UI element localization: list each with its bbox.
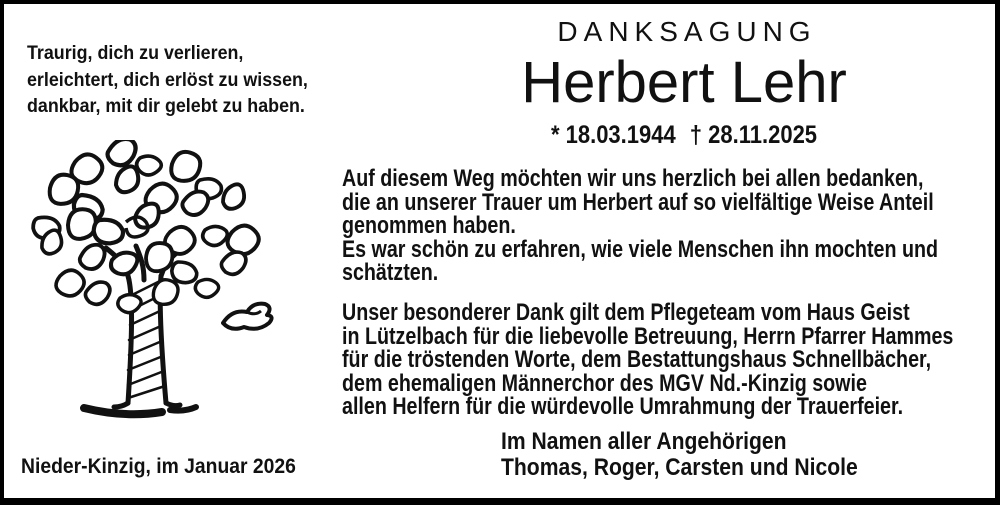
thanks-paragraph-1 (342, 167, 1000, 285)
life-dates (406, 123, 962, 148)
closing-signature (501, 429, 858, 481)
ground-line (84, 407, 196, 414)
thanks-paragraph-2 (342, 301, 1000, 419)
thanks-line: genommen haben. (342, 212, 516, 239)
on-behalf-line: Im Namen aller Angehörigen (501, 428, 787, 455)
tree-crown (29, 140, 261, 316)
epigraph-line: dankbar, mit dir gelebt zu haben. (27, 96, 305, 117)
thanks-line: dem ehemaligen Männerchor des MGV Nd.-Kinzig sowie (342, 369, 867, 397)
epigraph-line: erleichtert, dich erlöst zu wissen, (27, 69, 308, 91)
thanks-line: für die tröstenden Worte, dem Bestattungshaus Schnellbächer, (342, 346, 932, 373)
death-date: † 28.11.2025 (689, 121, 818, 149)
tree-illustration (20, 140, 320, 430)
thanks-line: Unser besonderer Dank gilt dem Pflegeteam vom Haus Geist (342, 299, 910, 326)
birth-date: * 18.03.1944 (550, 121, 676, 149)
deceased-name: Herbert Lehr (521, 50, 847, 115)
epigraph-verse (27, 41, 308, 121)
thanks-line: allen Helfern für die würdevolle Umrahmung der Trauerfeier. (342, 393, 904, 420)
thanks-text (342, 167, 1000, 435)
thanks-line: in Lützelbach für die liebevolle Betreuung, Herrn Pfarrer Hammes (342, 322, 954, 350)
thanks-line: die an unserer Trauer um Herbert auf so vielfältige Weise Anteil (342, 188, 934, 216)
notice-type-heading: DANKSAGUNG (557, 16, 817, 47)
family-names-line: Thomas, Roger, Carsten und Nicole (501, 454, 858, 481)
place-and-date: Nieder-Kinzig, im Januar 2026 (21, 455, 296, 478)
thanks-line: Auf diesem Weg möchten wir uns herzlich bei allen bedanken, (342, 165, 924, 192)
bird-icon (223, 304, 272, 329)
epigraph-line: Traurig, dich zu verlieren, (27, 43, 244, 64)
thanks-line: schätzten. (342, 259, 439, 286)
tree-and-bird-drawing (20, 140, 320, 430)
thanks-line: Es war schön zu erfahren, wie viele Menschen ihn mochten und (342, 235, 939, 263)
